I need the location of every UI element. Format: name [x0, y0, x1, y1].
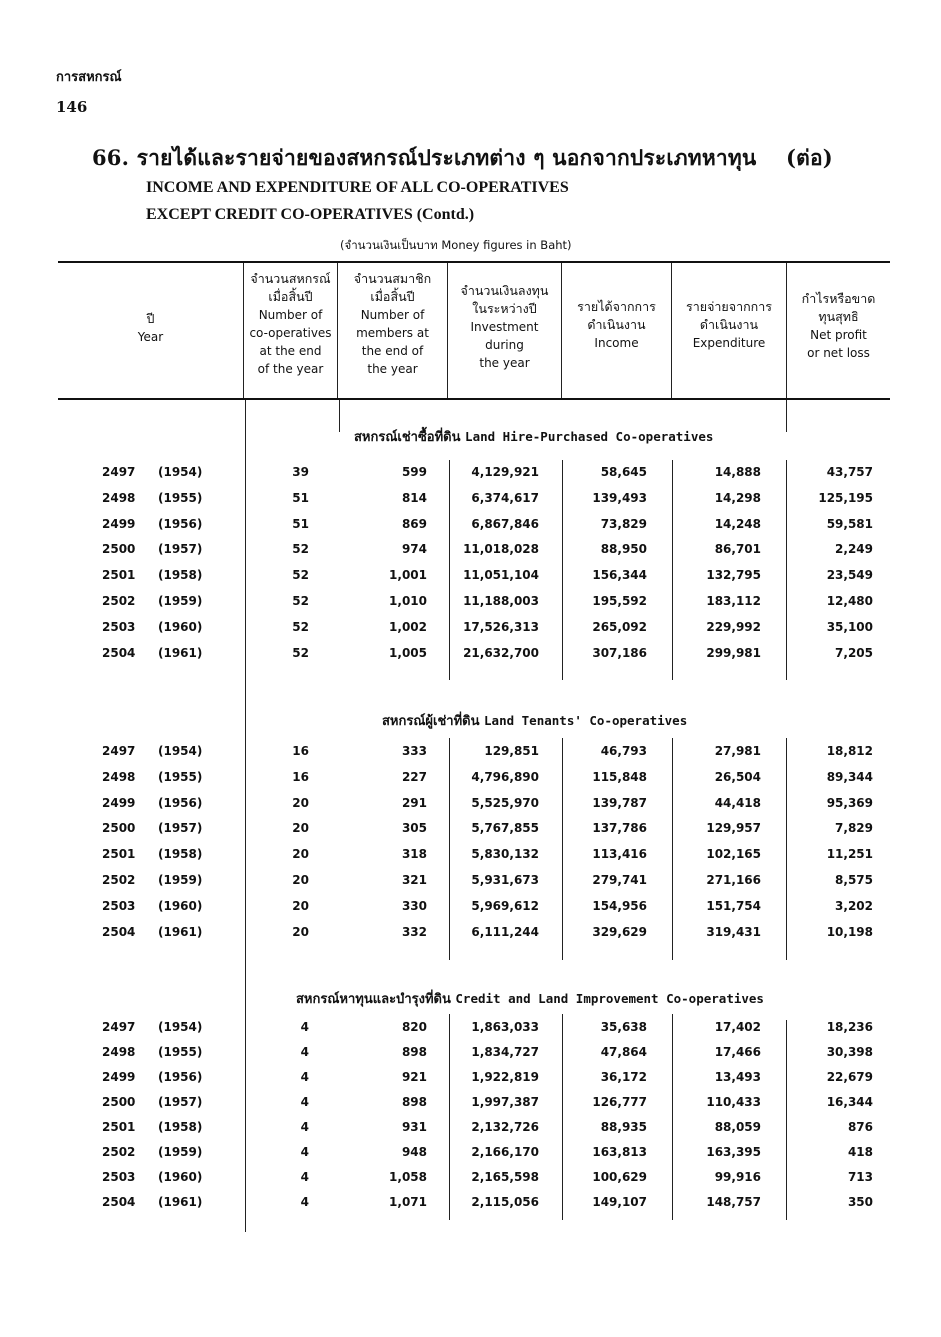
cell-investment: 11,018,028	[463, 542, 539, 557]
cell-net: 22,679	[826, 1070, 873, 1084]
cell-coops: 20	[292, 924, 309, 939]
cell-year: 2500	[102, 542, 136, 557]
cell-members: 1,005	[389, 645, 427, 660]
cell-net: 10,198	[826, 924, 873, 939]
cell-net: 876	[847, 1120, 873, 1134]
cell-investment: 5,767,855	[471, 821, 539, 836]
col-header-coops: จำนวนสหกรณ์ เมื่อสิ้นปี Number of co-operatives at the end of the year	[249, 271, 332, 376]
cell-year: 2498	[102, 1045, 136, 1059]
cell-investment: 21,632,700	[463, 645, 539, 660]
cell-net: 18,236	[826, 1020, 873, 1034]
cell-net: 2,249	[835, 542, 873, 557]
cell-net: 16,344	[826, 1095, 873, 1109]
cell-expenditure: 17,402	[714, 1020, 761, 1034]
cell-ce: (1957)	[158, 542, 203, 557]
cell-net: 418	[847, 1145, 873, 1159]
cell-expenditure: 99,916	[714, 1170, 761, 1184]
cell-net: 3,202	[835, 898, 873, 913]
cell-members: 898	[401, 1095, 427, 1109]
cell-members: 318	[401, 847, 427, 862]
cell-ce: (1956)	[158, 516, 203, 531]
cell-ce: (1958)	[158, 568, 203, 583]
cell-year: 2501	[102, 1120, 136, 1134]
table-title-thai	[92, 142, 833, 175]
table-row	[0, 1067, 941, 1089]
col-header-income: รายได้จากการ ดำเนินงาน Income	[577, 299, 656, 350]
cell-year: 2502	[102, 873, 136, 887]
cell-members: 921	[401, 1070, 427, 1084]
cell-investment: 2,132,726	[471, 1120, 539, 1134]
cell-year: 2504	[102, 645, 136, 660]
cell-expenditure: 148,757	[706, 1195, 761, 1209]
cell-expenditure: 27,981	[714, 744, 761, 758]
cell-year: 2500	[102, 821, 136, 836]
cell-members: 1,071	[389, 1195, 427, 1209]
cell-year: 2499	[102, 516, 136, 531]
cell-year: 2498	[102, 490, 136, 505]
table-row	[0, 514, 941, 536]
table-top-rule	[58, 261, 890, 263]
cell-coops: 20	[292, 847, 309, 862]
table-row	[0, 767, 941, 789]
cell-investment: 17,526,313	[463, 619, 539, 634]
cell-ce: (1954)	[158, 744, 203, 758]
cell-income: 88,935	[600, 1120, 647, 1134]
cell-net: 95,369	[826, 795, 873, 810]
cell-expenditure: 14,298	[714, 490, 761, 505]
cell-investment: 5,969,612	[471, 898, 539, 913]
cell-ce: (1955)	[158, 1045, 203, 1059]
col-header-expenditure: รายจ่ายจากการ ดำเนินงาน Expenditure	[686, 299, 772, 350]
cell-coops: 20	[292, 873, 309, 887]
table-row	[0, 1142, 941, 1164]
cell-members: 1,001	[389, 568, 427, 583]
cell-expenditure: 163,395	[706, 1145, 761, 1159]
cell-income: 115,848	[592, 769, 647, 784]
cell-income: 126,777	[592, 1095, 647, 1109]
cell-ce: (1961)	[158, 645, 203, 660]
cell-net: 8,575	[835, 873, 873, 887]
title-thai-cont: (ต่อ)	[785, 145, 833, 170]
cell-members: 1,002	[389, 619, 427, 634]
cell-ce: (1960)	[158, 898, 203, 913]
cell-investment: 6,867,846	[471, 516, 539, 531]
cell-year: 2497	[102, 1020, 136, 1034]
cell-ce: (1957)	[158, 821, 203, 836]
cell-net: 89,344	[826, 769, 873, 784]
table-row	[0, 1042, 941, 1064]
cell-investment: 1,997,387	[471, 1095, 539, 1109]
cell-net: 713	[847, 1170, 873, 1184]
cell-ce: (1955)	[158, 490, 203, 505]
cell-members: 305	[401, 821, 427, 836]
cell-coops: 20	[292, 821, 309, 836]
cell-ce: (1958)	[158, 1120, 203, 1134]
cell-coops: 4	[300, 1120, 309, 1134]
cell-net: 23,549	[826, 568, 873, 583]
cell-members: 898	[401, 1045, 427, 1059]
cell-investment: 6,111,244	[471, 924, 539, 939]
cell-income: 307,186	[592, 645, 647, 660]
section-title-3: สหกรณ์หาทุนและบำรุงที่ดิน Credit and Land Improvement Co-operatives	[296, 991, 764, 1007]
cell-coops: 39	[292, 465, 309, 479]
cell-coops: 4	[300, 1095, 309, 1109]
cell-coops: 4	[300, 1070, 309, 1084]
cell-net: 125,195	[818, 490, 873, 505]
cell-coops: 16	[292, 769, 309, 784]
col-header-net: กำไรหรือขาด ทุนสุทธิ Net profit or net loss	[801, 291, 876, 360]
table-row	[0, 1092, 941, 1114]
cell-income: 154,956	[592, 898, 647, 913]
cell-expenditure: 86,701	[714, 542, 761, 557]
cell-ce: (1958)	[158, 847, 203, 862]
title-en-line2: EXCEPT CREDIT CO-OPERATIVES (Contd.)	[146, 206, 475, 223]
table-row	[0, 741, 941, 763]
cell-income: 156,344	[592, 568, 647, 583]
table-row	[0, 922, 941, 944]
cell-year: 2498	[102, 769, 136, 784]
cell-ce: (1959)	[158, 1145, 203, 1159]
cell-investment: 11,051,104	[463, 568, 539, 583]
table-row	[0, 1167, 941, 1189]
cell-investment: 2,165,598	[471, 1170, 539, 1184]
cell-coops: 51	[292, 490, 309, 505]
cell-net: 43,757	[826, 465, 873, 479]
cell-year: 2503	[102, 1170, 136, 1184]
cell-expenditure: 229,992	[706, 619, 761, 634]
cell-members: 869	[401, 516, 427, 531]
col-header-year: ปี Year	[137, 311, 164, 344]
cell-income: 139,787	[592, 795, 647, 810]
cell-coops: 4	[300, 1145, 309, 1159]
cell-coops: 52	[292, 645, 309, 660]
body-col-divider	[786, 400, 787, 432]
cell-investment: 4,129,921	[471, 465, 539, 479]
cell-coops: 4	[300, 1020, 309, 1034]
cell-income: 279,741	[592, 873, 647, 887]
cell-ce: (1956)	[158, 795, 203, 810]
cell-income: 195,592	[592, 594, 647, 608]
cell-members: 814	[401, 490, 427, 505]
cell-coops: 16	[292, 744, 309, 758]
cell-ce: (1961)	[158, 1195, 203, 1209]
cell-income: 163,813	[592, 1145, 647, 1159]
cell-net: 35,100	[826, 619, 873, 634]
cell-investment: 5,830,132	[471, 847, 539, 862]
cell-year: 2500	[102, 1095, 136, 1109]
running-header-label: การสหกรณ์	[56, 70, 122, 85]
cell-income: 113,416	[592, 847, 647, 862]
cell-expenditure: 319,431	[706, 924, 761, 939]
table-row	[0, 870, 941, 892]
cell-year: 2502	[102, 1145, 136, 1159]
cell-expenditure: 299,981	[706, 645, 761, 660]
cell-investment: 2,115,056	[471, 1195, 539, 1209]
cell-members: 948	[401, 1145, 427, 1159]
section-title-1: สหกรณ์เช่าซื้อที่ดิน Land Hire-Purchased Co-operatives	[354, 429, 714, 445]
cell-income: 73,829	[600, 516, 647, 531]
cell-ce: (1960)	[158, 1170, 203, 1184]
cell-expenditure: 132,795	[706, 568, 761, 583]
cell-year: 2501	[102, 847, 136, 862]
cell-coops: 4	[300, 1195, 309, 1209]
cell-investment: 2,166,170	[471, 1145, 539, 1159]
cell-year: 2503	[102, 898, 136, 913]
cell-coops: 52	[292, 619, 309, 634]
cell-income: 265,092	[592, 619, 647, 634]
cell-expenditure: 44,418	[714, 795, 761, 810]
cell-expenditure: 14,248	[714, 516, 761, 531]
cell-coops: 4	[300, 1170, 309, 1184]
cell-investment: 11,188,003	[463, 594, 539, 608]
cell-members: 931	[401, 1120, 427, 1134]
cell-income: 137,786	[592, 821, 647, 836]
table-row	[0, 844, 941, 866]
body-col-divider	[339, 400, 340, 432]
cell-members: 599	[401, 465, 427, 479]
cell-members: 333	[401, 744, 427, 758]
cell-coops: 51	[292, 516, 309, 531]
table-row	[0, 896, 941, 918]
cell-investment: 6,374,617	[471, 490, 539, 505]
cell-expenditure: 26,504	[714, 769, 761, 784]
table-row	[0, 643, 941, 665]
cell-net: 18,812	[826, 744, 873, 758]
table-row	[0, 565, 941, 587]
cell-ce: (1959)	[158, 873, 203, 887]
page-number: 146	[56, 98, 88, 116]
cell-coops: 20	[292, 898, 309, 913]
cell-ce: (1954)	[158, 1020, 203, 1034]
table-row	[0, 1117, 941, 1139]
cell-coops: 52	[292, 594, 309, 608]
col-header-members: จำนวนสมาชิก เมื่อสิ้นปี Number of members at the end of the year	[353, 271, 432, 376]
title-en-line1: INCOME AND EXPENDITURE OF ALL CO-OPERATIVES	[146, 179, 569, 196]
cell-income: 88,950	[600, 542, 647, 557]
cell-year: 2499	[102, 1070, 136, 1084]
cell-investment: 5,525,970	[471, 795, 539, 810]
cell-ce: (1960)	[158, 619, 203, 634]
table-row	[0, 1192, 941, 1214]
table-row	[0, 1017, 941, 1039]
cell-net: 7,205	[835, 645, 873, 660]
cell-members: 291	[401, 795, 427, 810]
cell-ce: (1954)	[158, 465, 203, 479]
cell-income: 139,493	[592, 490, 647, 505]
unit-note: (จำนวนเงินเป็นบาท Money figures in Baht)	[340, 238, 572, 252]
cell-members: 332	[401, 924, 427, 939]
cell-investment: 1,922,819	[471, 1070, 539, 1084]
cell-investment: 1,834,727	[471, 1045, 539, 1059]
cell-investment: 5,931,673	[471, 873, 539, 887]
table-row	[0, 793, 941, 815]
cell-net: 59,581	[826, 516, 873, 531]
cell-net: 30,398	[826, 1045, 873, 1059]
cell-members: 974	[401, 542, 427, 557]
cell-income: 100,629	[592, 1170, 647, 1184]
header-bottom-rule	[58, 398, 890, 400]
cell-year: 2504	[102, 1195, 136, 1209]
cell-investment: 129,851	[484, 744, 539, 758]
cell-expenditure: 88,059	[714, 1120, 761, 1134]
table-row	[0, 539, 941, 561]
cell-net: 350	[847, 1195, 873, 1209]
cell-ce: (1956)	[158, 1070, 203, 1084]
cell-expenditure: 271,166	[706, 873, 761, 887]
cell-ce: (1959)	[158, 594, 203, 608]
cell-coops: 52	[292, 542, 309, 557]
cell-members: 1,010	[389, 594, 427, 608]
table-row	[0, 591, 941, 613]
cell-investment: 4,796,890	[471, 769, 539, 784]
cell-investment: 1,863,033	[471, 1020, 539, 1034]
title-thai-text: รายได้และรายจ่ายของสหกรณ์ประเภทต่าง ๆ นอกจากประเภทหาทุน	[136, 145, 757, 170]
cell-income: 36,172	[600, 1070, 647, 1084]
cell-expenditure: 110,433	[706, 1095, 761, 1109]
col-header-investment: จำนวนเงินลงทุน ในระหว่างปี Investment during the year	[460, 283, 549, 370]
cell-income: 47,864	[600, 1045, 647, 1059]
table-row	[0, 488, 941, 510]
cell-expenditure: 102,165	[706, 847, 761, 862]
cell-coops: 4	[300, 1045, 309, 1059]
cell-ce: (1955)	[158, 769, 203, 784]
cell-members: 330	[401, 898, 427, 913]
cell-year: 2502	[102, 594, 136, 608]
cell-year: 2504	[102, 924, 136, 939]
cell-net: 7,829	[835, 821, 873, 836]
cell-year: 2499	[102, 795, 136, 810]
cell-net: 12,480	[826, 594, 873, 608]
cell-expenditure: 129,957	[706, 821, 761, 836]
cell-income: 35,638	[600, 1020, 647, 1034]
table-row	[0, 818, 941, 840]
cell-net: 11,251	[826, 847, 873, 862]
cell-coops: 52	[292, 568, 309, 583]
section-title-2: สหกรณ์ผู้เช่าที่ดิน Land Tenants' Co-operatives	[382, 713, 688, 729]
table-number: 66.	[92, 145, 130, 170]
cell-year: 2497	[102, 744, 136, 758]
cell-ce: (1961)	[158, 924, 203, 939]
cell-members: 321	[401, 873, 427, 887]
cell-expenditure: 14,888	[714, 465, 761, 479]
cell-members: 1,058	[389, 1170, 427, 1184]
table-row	[0, 462, 941, 484]
cell-expenditure: 151,754	[706, 898, 761, 913]
cell-income: 329,629	[592, 924, 647, 939]
cell-income: 46,793	[600, 744, 647, 758]
cell-year: 2503	[102, 619, 136, 634]
cell-expenditure: 17,466	[714, 1045, 761, 1059]
cell-coops: 20	[292, 795, 309, 810]
cell-expenditure: 183,112	[706, 594, 761, 608]
cell-year: 2501	[102, 568, 136, 583]
cell-year: 2497	[102, 465, 136, 479]
cell-expenditure: 13,493	[714, 1070, 761, 1084]
cell-members: 227	[401, 769, 427, 784]
cell-income: 58,645	[600, 465, 647, 479]
cell-income: 149,107	[592, 1195, 647, 1209]
cell-ce: (1957)	[158, 1095, 203, 1109]
cell-members: 820	[401, 1020, 427, 1034]
table-row	[0, 617, 941, 639]
